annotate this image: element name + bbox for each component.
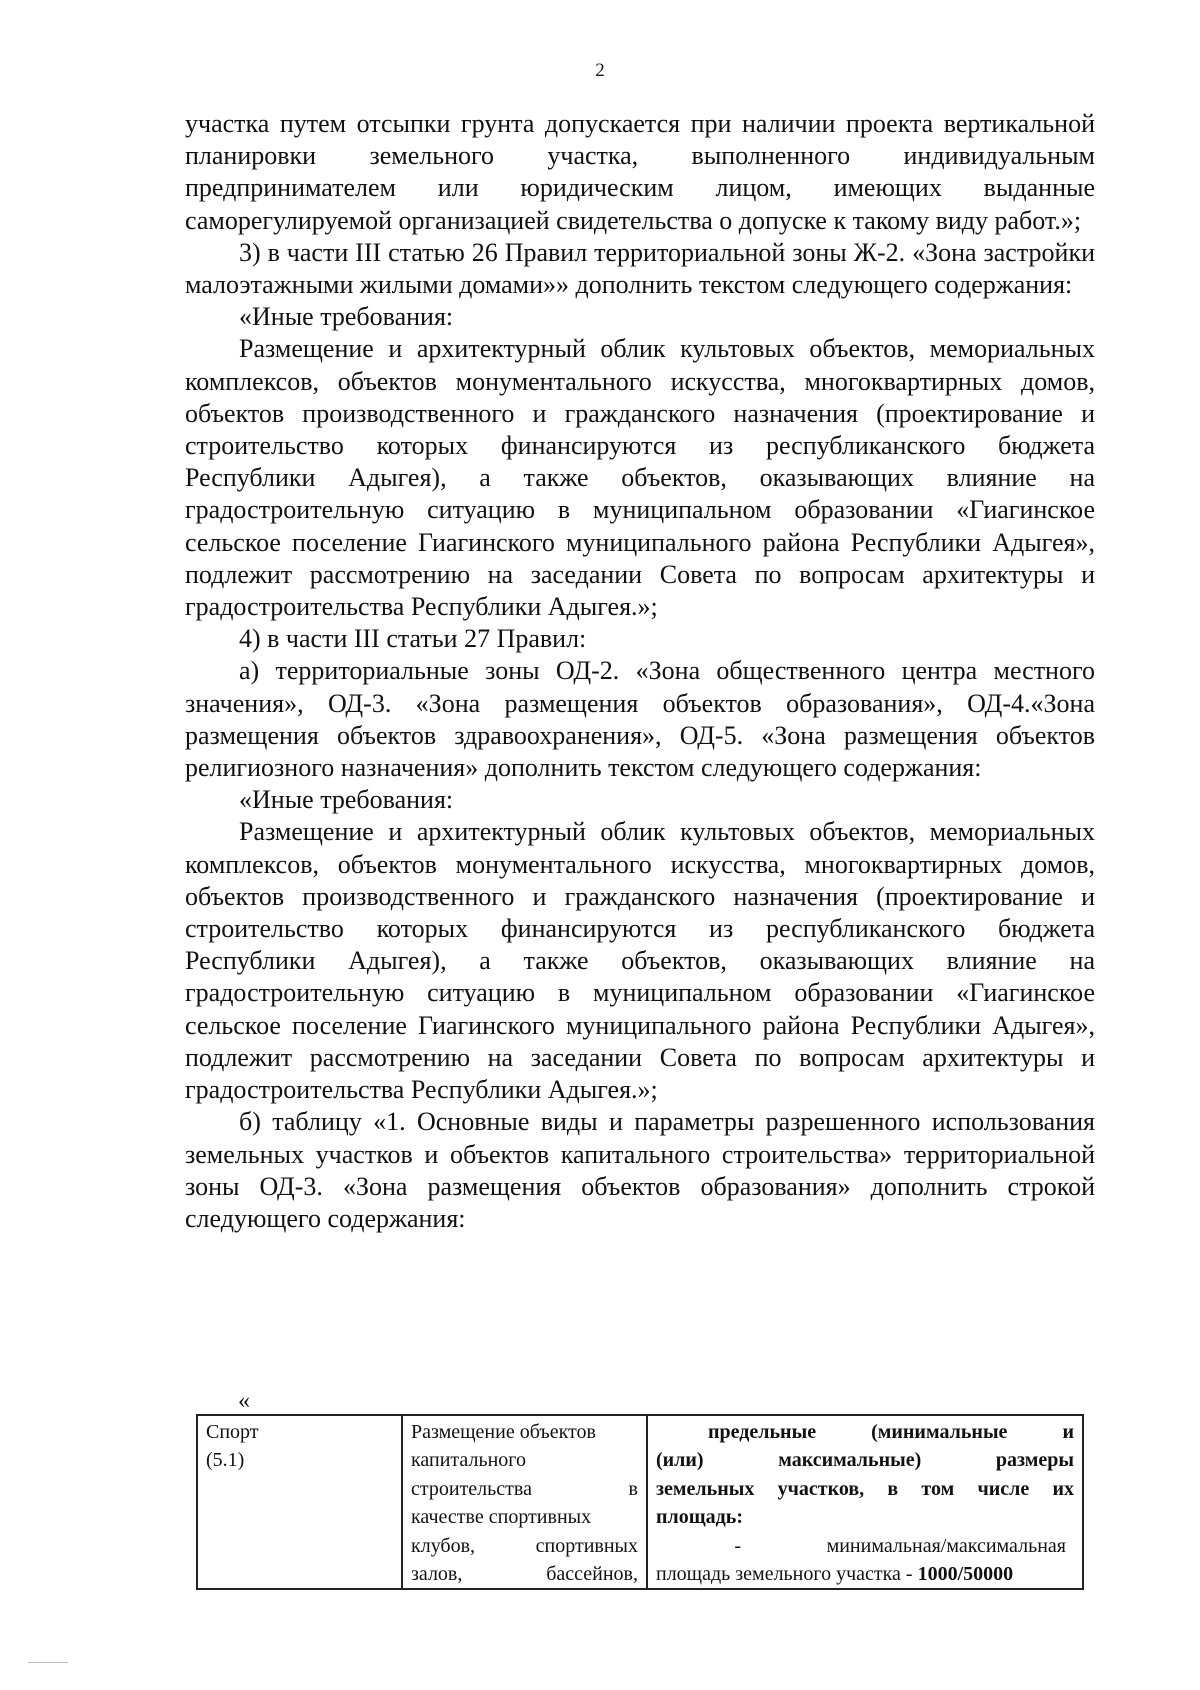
paragraph: участка путем отсыпки грунта допускается при наличии проекта вертикальной планировки земельного участка, выполненного индивидуальным предпринимателем или юридическим лицом, имеющих выданные саморегулируемой организацией свидетельства о допуске к такому виду работ.»; — [185, 109, 1095, 235]
paragraph: 4) в части III статьи 27 Правил: — [239, 624, 587, 654]
cell-line: строительства в — [411, 1477, 638, 1500]
cell-line: земельных участков, в том числе их — [656, 1477, 1074, 1500]
paragraph: Размещение и архитектурный облик культовых объектов, мемориальных комплексов, объектов монументального искусства, многоквартирных домов, объектов производственного и гражданского назначения (проектирование и строительство которых финансируются из республиканского бюджета Республики Адыгея), а также объектов, оказывающих влияние на градостроительную ситуацию в муниципальном образовании «Гиагинское сельское поселение Гиагинского муниципального района Республики Адыгея», подлежит рассмотрению на заседании Совета по вопросам архитектуры и градостроительства Республики Адыгея.»; — [185, 334, 1095, 622]
list-item-text: площадь земельного участка - — [656, 1563, 918, 1586]
cell-line — [656, 1532, 1074, 1560]
paragraph: «Иные требования: — [239, 785, 454, 815]
cell-line: Размещение объектов — [411, 1421, 596, 1443]
paragraph: «Иные требования: — [239, 302, 454, 332]
table-open-quote: « — [238, 1388, 250, 1414]
table-cell-use-type — [197, 1415, 402, 1589]
scan-divider — [28, 1662, 68, 1663]
cell-line: капитального — [411, 1449, 526, 1472]
list-item-marker: - — [734, 1534, 741, 1557]
cell-line: Спорт — [206, 1421, 259, 1443]
paragraph: б) таблицу «1. Основные виды и параметры разрешенного использования земельных участков и объектов капитального строительства» территориальной зоны ОД-3. «Зона размещения объектов образования» дополнить строкой следующего содержания: — [185, 1107, 1095, 1233]
cell-line: предельные (минимальные и — [708, 1421, 1074, 1443]
cell-line: (5.1) — [206, 1449, 245, 1472]
list-item-text: минимальная/максимальная — [826, 1534, 1066, 1557]
cell-line: качестве спортивных — [411, 1506, 592, 1529]
list-item-value: 1000/50000 — [917, 1563, 1014, 1586]
cell-line: клубов, спортивных — [411, 1534, 638, 1557]
regulation-table — [196, 1414, 1084, 1590]
cell-line: (или) максимальные) размеры — [656, 1449, 1074, 1472]
paragraph: 3) в части III статью 26 Правил территориальной зоны Ж-2. «Зона застройки малоэтажными жилыми домами»» дополнить текстом следующего содержания: — [185, 237, 1095, 300]
table-row — [197, 1415, 1083, 1589]
table-cell-parameters — [647, 1415, 1083, 1589]
cell-line: залов, бассейнов, — [411, 1563, 638, 1586]
paragraph: Размещение и архитектурный облик культовых объектов, мемориальных комплексов, объектов монументального искусства, многоквартирных домов, объектов производственного и гражданского назначения (проектирование и строительство которых финансируются из республиканского бюджета Республики Адыгея), а также объектов, оказывающих влияние на градостроительную ситуацию в муниципальном образовании «Гиагинское сельское поселение Гиагинского муниципального района Республики Адыгея», подлежит рассмотрению на заседании Совета по вопросам архитектуры и градостроительства Республики Адыгея.»; — [185, 817, 1095, 1105]
cell-line: площадь: — [656, 1506, 743, 1529]
cell-line — [656, 1560, 1074, 1588]
page-number: 2 — [595, 60, 605, 81]
document-body — [185, 108, 1095, 1235]
paragraph: а) территориальные зоны ОД-2. «Зона общественного центра местного значения», ОД-3. «Зона размещения объектов образования», ОД-4.«Зона размещения объектов здравоохранения», ОД-5. «Зона размещения объектов религиозного назначения» дополнить текстом следующего содержания: — [185, 656, 1095, 783]
table-cell-description — [402, 1415, 647, 1589]
